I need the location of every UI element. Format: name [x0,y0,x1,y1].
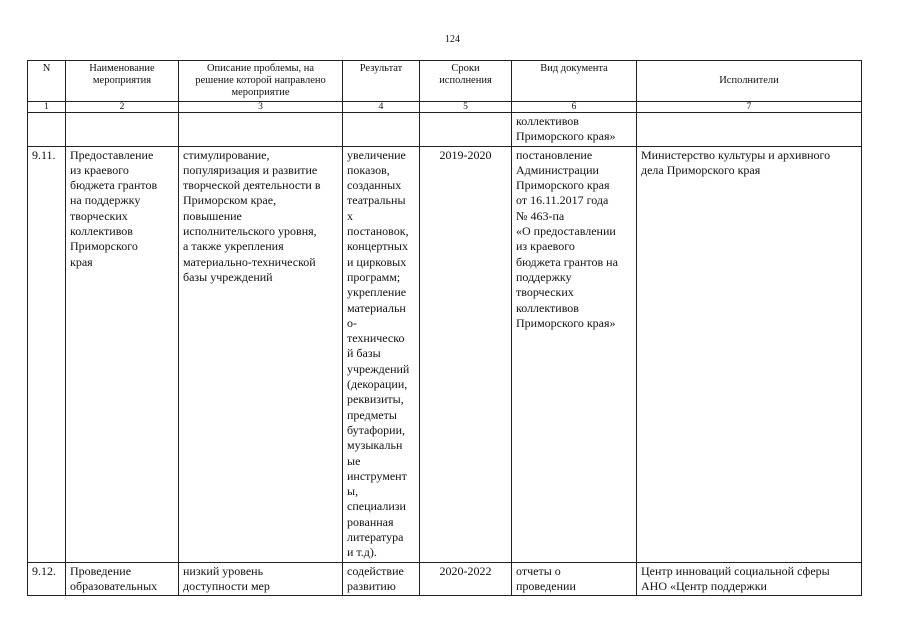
cell-problem [179,113,343,147]
header-doc: Вид документа [512,61,637,102]
cell-problem: низкий уровень доступности мер [179,562,343,596]
continuation-row [28,113,862,147]
header-row [28,61,862,102]
cell-executors: Министерство культуры и архивного дела Приморского края [637,146,862,562]
column-number: 3 [179,102,343,113]
column-number: 4 [343,102,420,113]
header-name: Наименование мероприятия [66,61,179,102]
column-number: 5 [420,102,512,113]
header-executors: Исполнители [637,61,862,102]
table-row [28,146,862,562]
cell-n: 9.12. [28,562,66,596]
cell-name: Проведение образовательных [66,562,179,596]
page-number: 124 [445,34,460,45]
column-number-row [28,102,862,113]
header-result: Результат [343,61,420,102]
header-term: Сроки исполнения [420,61,512,102]
cell-doc: отчеты о проведении [512,562,637,596]
cell-executors: Центр инноваций социальной сферы АНО «Центр поддержки [637,562,862,596]
header-problem: Описание проблемы, на решение которой направлено мероприятие [179,61,343,102]
measures-table [27,60,862,596]
column-number: 2 [66,102,179,113]
column-number: 6 [512,102,637,113]
cell-problem: стимулирование, популяризация и развитие творческой деятельности в Приморском крае, повышение исполнительского уровня, а также укрепления материально-технической базы учреждений [179,146,343,562]
cell-n: 9.11. [28,146,66,562]
column-number: 7 [637,102,862,113]
cell-executors [637,113,862,147]
cell-n [28,113,66,147]
header-n: N [28,61,66,102]
cell-term [420,113,512,147]
cell-term: 2020-2022 [420,562,512,596]
column-number: 1 [28,102,66,113]
cell-name [66,113,179,147]
cell-doc: коллективов Приморского края» [512,113,637,147]
table-row [28,562,862,596]
cell-result [343,113,420,147]
cell-result: увеличение показов, созданных театральны х постановок, концертных и цирковых программ; укрепление материальн о- техническо й базы учреждений (декорации, реквизиты, предметы бутафории, музыкальн ые инструмент ы, специализи рованная литература и т.д). [343,146,420,562]
cell-doc: постановление Администрации Приморского края от 16.11.2017 года № 463-па «О предоставлении из краевого бюджета грантов на поддержку творческих коллективов Приморского края» [512,146,637,562]
cell-result: содействие развитию [343,562,420,596]
cell-name: Предоставление из краевого бюджета грантов на поддержку творческих коллективов Приморского края [66,146,179,562]
cell-term: 2019-2020 [420,146,512,562]
